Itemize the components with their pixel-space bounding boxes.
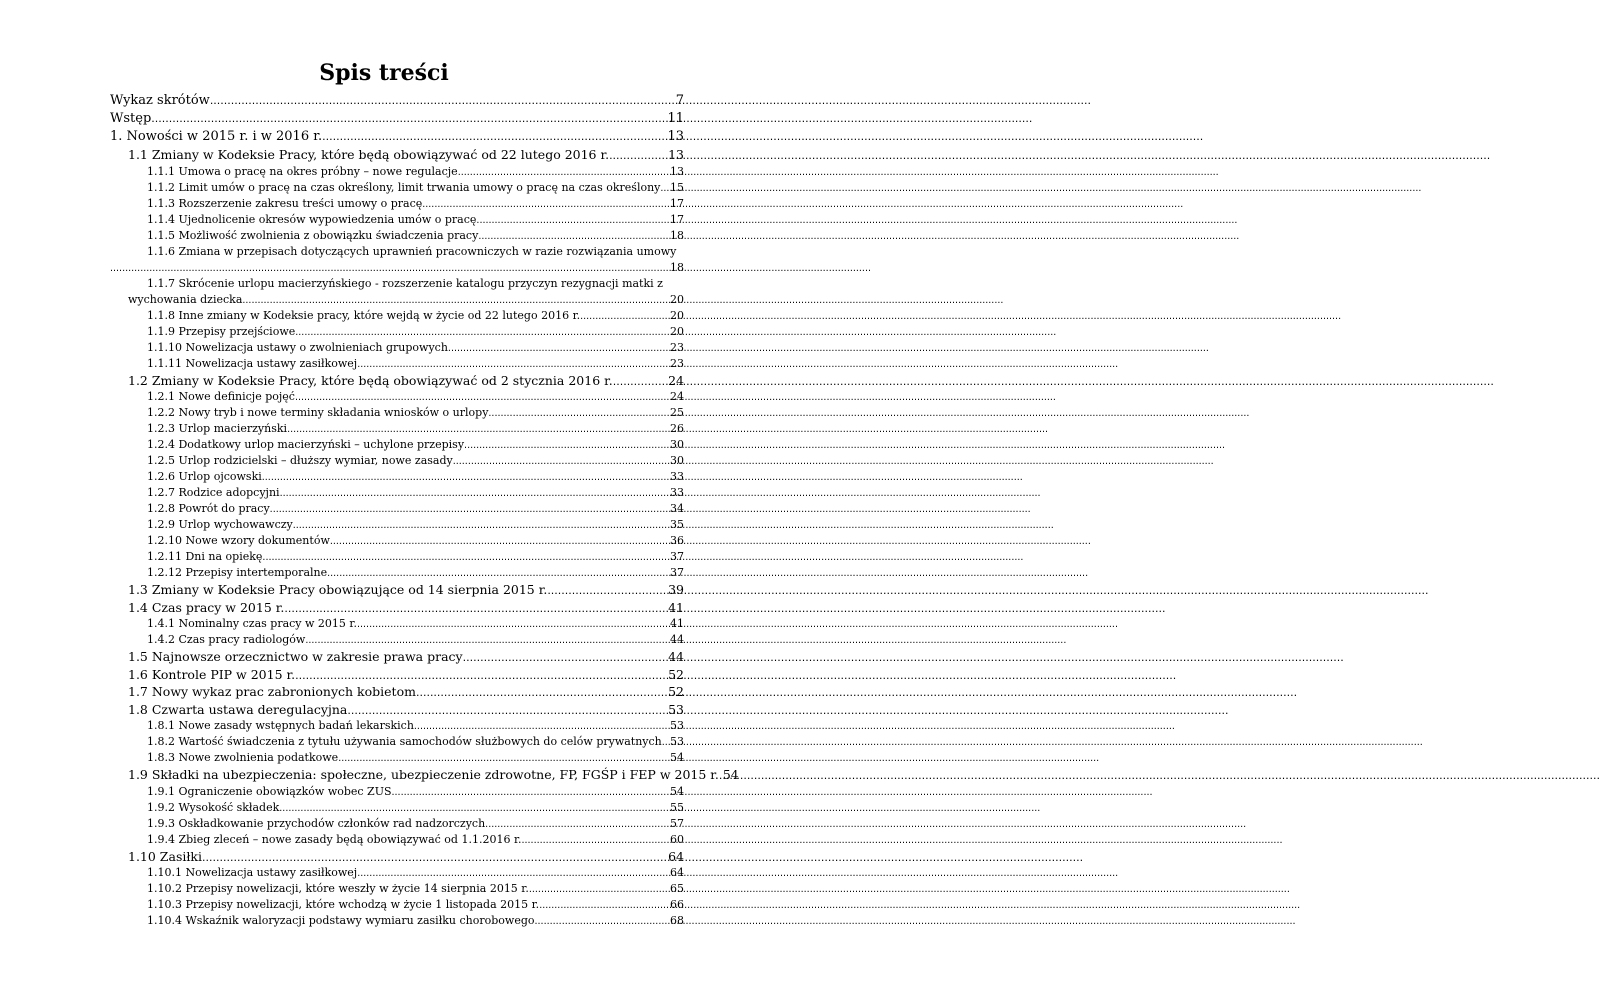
- toc-label: 1.10.3 Przepisy nowelizacji, które wchodzą w życie 1 listopada 2015 r.: [147, 898, 540, 911]
- toc-label: 1.7 Nowy wykaz prac zabronionych kobietom: [128, 684, 416, 699]
- toc-page-number: 7: [675, 93, 684, 108]
- toc-label: Wykaz skrótów: [110, 93, 210, 108]
- toc-page-number: 30: [670, 454, 684, 467]
- toc-page-number: 60: [670, 832, 684, 846]
- toc-label: 1.2.7 Rodzice adopcyjni: [147, 486, 280, 499]
- toc-entry[interactable]: [110, 565, 684, 581]
- toc-label: 1.2.6 Urlop ojcowski: [147, 470, 262, 483]
- toc-entry[interactable]: [110, 469, 684, 485]
- toc-page-number: 44: [668, 649, 684, 664]
- toc-entry[interactable]: [110, 128, 684, 146]
- toc-label: 1.10 Zasiłki: [128, 848, 202, 864]
- toc-entry[interactable]: [110, 196, 684, 212]
- toc-label: 1.4.2 Czas pracy radiologów: [147, 633, 306, 646]
- toc-page-number: 26: [670, 422, 684, 435]
- toc-label: 1.2.2 Nowy tryb i nowe terminy składania wniosków o urlopy: [147, 406, 489, 419]
- toc-entry[interactable]: [110, 784, 684, 800]
- toc-page-number: 52: [668, 666, 684, 682]
- toc-entry[interactable]: [110, 832, 684, 848]
- toc-page-number: 54: [670, 751, 684, 764]
- toc-label: 1.1.5 Możliwość zwolnienia z obowiązku świadczenia pracy: [147, 228, 479, 242]
- toc-label: 1.1.2 Limit umów o pracę na czas określony, limit trwania umowy o pracę na czas określony: [147, 180, 661, 194]
- toc-entry[interactable]: [110, 666, 684, 684]
- toc-label: 1.2 Zmiany w Kodeksie Pracy, które będą obowiązywać od 2 stycznia 2016 r.: [128, 372, 613, 388]
- toc-label: 1.1.1 Umowa o pracę na okres próbny – nowe regulacje: [147, 164, 458, 178]
- toc-page-number: 20: [670, 324, 684, 338]
- toc-entry[interactable]: [110, 405, 684, 421]
- toc-entry[interactable]: [110, 549, 684, 565]
- toc-entry[interactable]: [110, 533, 684, 549]
- toc-entry[interactable]: [110, 718, 684, 734]
- toc-label: Wstęp: [110, 111, 152, 126]
- toc-entry-first-line[interactable]: 1.1.6 Zmiana w przepisach dotyczących uprawnień pracowniczych w razie rozwiązania umowy: [147, 244, 677, 258]
- toc-page-number: 23: [670, 356, 684, 370]
- toc-label: 1.1.9 Przepisy przejściowe: [147, 324, 296, 338]
- toc-entry[interactable]: [110, 501, 684, 517]
- toc-entry[interactable]: [110, 517, 684, 533]
- toc-page-number: 20: [670, 292, 684, 306]
- toc-entry[interactable]: [110, 146, 684, 164]
- toc-label: 1.1.4 Ujednolicenie okresów wypowiedzenia umów o pracę: [147, 212, 477, 226]
- toc-entry[interactable]: [110, 356, 684, 372]
- toc-page-number: 25: [670, 406, 684, 419]
- toc-label: 1.9.1 Ograniczenie obowiązków wobec ZUS: [147, 784, 392, 798]
- toc-page-number: 64: [668, 848, 684, 864]
- toc-label: 1.8 Czwarta ustawa deregulacyjna: [128, 701, 348, 717]
- toc-label: 1.9.2 Wysokość składek: [147, 800, 280, 814]
- toc-page-number: 39: [668, 582, 684, 597]
- toc-entry[interactable]: [110, 485, 684, 501]
- toc-entry[interactable]: [110, 372, 684, 390]
- toc-page-number: 34: [670, 502, 684, 515]
- toc-label: 1.4.1 Nominalny czas pracy w 2015 r.: [147, 617, 357, 630]
- toc-entry[interactable]: [110, 110, 684, 128]
- toc-entry[interactable]: [110, 453, 684, 469]
- toc-label: 1.2.8 Powrót do pracy: [147, 502, 270, 515]
- toc-label: 1.1.11 Nowelizacja ustawy zasiłkowej: [147, 356, 358, 370]
- toc-entry[interactable]: [110, 599, 684, 617]
- toc-entry[interactable]: [110, 212, 684, 228]
- toc-page-number: 24: [668, 372, 684, 388]
- toc-page-number: 41: [668, 599, 684, 615]
- toc-page-number: 18: [670, 260, 684, 274]
- toc-entry[interactable]: [110, 340, 684, 356]
- toc-page-number: 23: [670, 340, 684, 354]
- toc-entry[interactable]: [110, 260, 684, 276]
- toc-label: 1.2.12 Przepisy intertemporalne: [147, 566, 328, 579]
- toc-page-number: 13: [670, 164, 684, 178]
- toc-page-number: 53: [670, 735, 684, 748]
- toc-page-number: 18: [670, 228, 684, 242]
- toc-page-number: 36: [670, 534, 684, 547]
- toc-label: 1.10.2 Przepisy nowelizacji, które weszły w życie 14 sierpnia 2015 r.: [147, 882, 529, 895]
- toc-page-number: 20: [670, 308, 684, 322]
- page-title: Spis treści: [319, 60, 449, 86]
- toc-entry[interactable]: [110, 750, 684, 766]
- toc-entry[interactable]: [110, 632, 684, 648]
- toc-page-number: 15: [670, 180, 684, 194]
- toc-entry-first-line[interactable]: 1.1.7 Skrócenie urlopu macierzyńskiego - rozszerzenie katalogu przyczyn rezygnacji matki z: [147, 276, 663, 290]
- toc-label: 1.1.8 Inne zmiany w Kodeksie pracy, które wejdą w życie od 22 lutego 2016 r.: [147, 308, 581, 322]
- toc-label: wychowania dziecka: [128, 292, 243, 306]
- toc-label: 1.10.1 Nowelizacja ustawy zasiłkowej: [147, 866, 358, 879]
- toc-entry[interactable]: [110, 581, 684, 599]
- toc-page-number: 33: [670, 486, 684, 499]
- toc-label: 1.1.10 Nowelizacja ustawy o zwolnieniach grupowych: [147, 340, 448, 354]
- toc-page-number: 68: [670, 914, 684, 927]
- toc-page-number: 52: [668, 684, 684, 699]
- toc-page-number: 54: [670, 784, 684, 798]
- toc-label: 1. Nowości w 2015 r. i w 2016 r.: [110, 129, 323, 144]
- toc-label: 1.1.3 Rozszerzenie zakresu treści umowy o pracę: [147, 196, 423, 210]
- toc-page-number: 35: [670, 518, 684, 531]
- toc-label: 1.2.9 Urlop wychowawczy: [147, 518, 293, 531]
- toc-page-number: 54: [722, 767, 739, 782]
- toc-page-number: 37: [670, 550, 684, 563]
- toc-label: 1.8.1 Nowe zasady wstępnych badań lekarskich: [147, 719, 414, 732]
- toc-entry[interactable]: [110, 164, 684, 180]
- toc-page-number: 53: [668, 701, 684, 717]
- toc-entry[interactable]: [110, 389, 684, 405]
- toc-label: 1.4 Czas pracy w 2015 r.: [128, 599, 285, 615]
- toc-label: 1.10.4 Wskaźnik waloryzacji podstawy wymiaru zasiłku chorobowego: [147, 914, 535, 927]
- toc-page-number: 44: [670, 633, 684, 646]
- toc-label: 1.2.10 Nowe wzory dokumentów: [147, 534, 330, 547]
- toc-label: 1.5 Najnowsze orzecznictwo w zakresie prawa pracy: [128, 649, 463, 664]
- toc-entry[interactable]: [110, 734, 684, 750]
- toc-page-number: 53: [670, 719, 684, 732]
- toc-entry[interactable]: [110, 816, 684, 832]
- toc-label: 1.3 Zmiany w Kodeksie Pracy obowiązujące od 14 sierpnia 2015 r.: [128, 582, 548, 597]
- toc-page-number: 37: [670, 566, 684, 579]
- toc-page-number: 13: [668, 147, 684, 162]
- toc-entry[interactable]: [110, 881, 684, 897]
- toc-label: 1.8.2 Wartość świadczenia z tytułu używania samochodów służbowych do celów prywatnych: [147, 735, 662, 748]
- toc-label: 1.9.3 Oskładkowanie przychodów członków rad nadzorczych: [147, 816, 486, 830]
- toc-page-number: 17: [670, 196, 684, 210]
- toc-entry[interactable]: [110, 897, 684, 913]
- toc-label: 1.6 Kontrole PIP w 2015 r.: [128, 666, 296, 682]
- table-of-contents: [110, 92, 739, 929]
- toc-page-number: 41: [670, 617, 684, 630]
- toc-label: 1.8.3 Nowe zwolnienia podatkowe: [147, 751, 339, 764]
- toc-entry[interactable]: [110, 180, 684, 196]
- toc-entry[interactable]: [110, 766, 739, 784]
- toc-entry[interactable]: [110, 648, 684, 666]
- toc-label: 1.2.5 Urlop rodzicielski – dłuższy wymiar, nowe zasady: [147, 454, 453, 467]
- toc-page-number: 17: [670, 212, 684, 226]
- toc-entry[interactable]: [110, 437, 684, 453]
- document-page: [0, 0, 768, 994]
- toc-label: 1.1 Zmiany w Kodeksie Pracy, które będą obowiązywać od 22 lutego 2016 r.: [128, 147, 610, 162]
- toc-page-number: 57: [670, 816, 684, 830]
- toc-page-number: 64: [670, 866, 684, 879]
- toc-label: 1.9.4 Zbieg zleceń – nowe zasady będą obowiązywać od 1.1.2016 r.: [147, 832, 522, 846]
- toc-label: 1.9 Składki na ubezpieczenia: społeczne, ubezpieczenie zdrowotne, FP, FGŚP i FEP w 2015 r.: [128, 767, 719, 782]
- toc-page-number: 13: [667, 129, 684, 144]
- toc-entry[interactable]: [110, 421, 684, 437]
- toc-entry[interactable]: [110, 324, 684, 340]
- toc-page-number: 33: [670, 470, 684, 483]
- toc-entry[interactable]: [110, 308, 684, 324]
- toc-entry[interactable]: [110, 292, 684, 308]
- toc-label: 1.2.1 Nowe definicje pojęć: [147, 390, 295, 403]
- toc-page-number: 66: [670, 898, 684, 911]
- toc-page-number: 11: [667, 111, 684, 126]
- toc-entry[interactable]: [110, 848, 684, 866]
- toc-entry[interactable]: [110, 92, 684, 110]
- toc-page-number: 24: [670, 390, 684, 403]
- toc-page-number: 65: [670, 882, 684, 895]
- toc-entry[interactable]: [110, 228, 684, 244]
- toc-entry[interactable]: [110, 683, 684, 701]
- toc-entry[interactable]: [110, 616, 684, 632]
- toc-entry[interactable]: [110, 701, 684, 719]
- toc-page-number: 55: [670, 800, 684, 814]
- toc-entry[interactable]: [110, 865, 684, 881]
- toc-label: 1.2.3 Urlop macierzyński: [147, 422, 288, 435]
- toc-label: 1.2.4 Dodatkowy urlop macierzyński – uchylone przepisy: [147, 438, 465, 451]
- toc-entry[interactable]: [110, 800, 684, 816]
- toc-label: 1.2.11 Dni na opiekę: [147, 550, 263, 563]
- toc-entry[interactable]: [110, 913, 684, 929]
- toc-page-number: 30: [670, 438, 684, 451]
